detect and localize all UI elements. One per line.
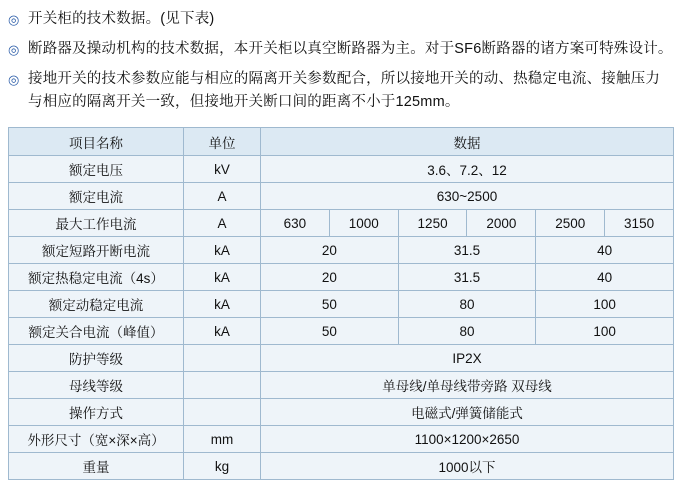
row-unit (184, 399, 261, 426)
table-cell: 20 (261, 237, 399, 264)
row-unit: A (184, 183, 261, 210)
row-unit: A (184, 210, 261, 237)
table-cell: 1250 (398, 210, 467, 237)
row-unit: kA (184, 291, 261, 318)
row-unit: kV (184, 156, 261, 183)
table-row (9, 399, 674, 426)
table-cell: 3150 (605, 210, 674, 237)
row-unit: kA (184, 237, 261, 264)
table-cell: 100 (536, 291, 674, 318)
row-label: 额定短路开断电流 (9, 237, 184, 264)
bullet-text: 接地开关的技术参数应能与相应的隔离开关参数配合，所以接地开关的动、热稳定电流、接触压力与相应的隔离开关一致，但接地开关断口间的距离不小于125mm。 (28, 71, 661, 110)
table-header (9, 128, 674, 156)
list-item (8, 8, 674, 31)
column-header-name: 项目名称 (9, 128, 184, 156)
table-row (9, 453, 674, 480)
table-cell: 40 (536, 264, 674, 291)
table-cell: 100 (536, 318, 674, 345)
row-label: 额定电流 (9, 183, 184, 210)
table-row (9, 210, 674, 237)
table-cell: 2500 (536, 210, 605, 237)
table-cell: 50 (261, 291, 399, 318)
table-cell: 2000 (467, 210, 536, 237)
table-row (9, 264, 674, 291)
table-cell: 3.6、7.2、12 (261, 156, 674, 183)
table-cell: 电磁式/弹簧储能式 (261, 399, 674, 426)
row-unit: mm (184, 426, 261, 453)
row-unit: kA (184, 318, 261, 345)
row-label: 额定动稳定电流 (9, 291, 184, 318)
table-row (9, 345, 674, 372)
bullet-marker-icon: ◎ (8, 72, 20, 87)
row-label: 重量 (9, 453, 184, 480)
table-cell: IP2X (261, 345, 674, 372)
table-cell: 20 (261, 264, 399, 291)
table-row (9, 318, 674, 345)
table-row (9, 426, 674, 453)
row-label: 额定热稳定电流（4s） (9, 264, 184, 291)
bullet-marker-icon: ◎ (8, 42, 20, 57)
table-cell: 单母线/单母线带旁路 双母线 (261, 372, 674, 399)
table-row (9, 156, 674, 183)
row-label: 操作方式 (9, 399, 184, 426)
table-cell: 50 (261, 318, 399, 345)
row-label: 防护等级 (9, 345, 184, 372)
table-cell: 40 (536, 237, 674, 264)
table-cell: 1000 (329, 210, 398, 237)
bullet-text: 开关柜的技术数据。(见下表) (28, 11, 215, 27)
table-cell: 31.5 (398, 237, 536, 264)
table-cell: 1000以下 (261, 453, 674, 480)
table-body (9, 156, 674, 480)
bullet-list (8, 8, 674, 114)
row-label: 额定关合电流（峰值） (9, 318, 184, 345)
table-row (9, 237, 674, 264)
table-cell: 31.5 (398, 264, 536, 291)
table-row (9, 372, 674, 399)
column-header-unit: 单位 (184, 128, 261, 156)
table-cell: 630~2500 (261, 183, 674, 210)
row-label: 母线等级 (9, 372, 184, 399)
row-label: 最大工作电流 (9, 210, 184, 237)
specification-table (8, 127, 674, 480)
table-header-row (9, 128, 674, 156)
table-cell: 630 (261, 210, 330, 237)
column-header-data: 数据 (261, 128, 674, 156)
table-row (9, 183, 674, 210)
row-unit: kA (184, 264, 261, 291)
list-item (8, 68, 674, 114)
row-label: 额定电压 (9, 156, 184, 183)
bullet-text: 断路器及操动机构的技术数据，本开关柜以真空断路器为主。对于SF6断路器的诸方案可特殊设计。 (28, 41, 673, 57)
row-unit (184, 345, 261, 372)
row-label: 外形尺寸（宽×深×高） (9, 426, 184, 453)
bullet-marker-icon: ◎ (8, 12, 20, 27)
row-unit: kg (184, 453, 261, 480)
list-item (8, 38, 674, 61)
table-row (9, 291, 674, 318)
row-unit (184, 372, 261, 399)
table-cell: 1100×1200×2650 (261, 426, 674, 453)
table-cell: 80 (398, 291, 536, 318)
table-cell: 80 (398, 318, 536, 345)
